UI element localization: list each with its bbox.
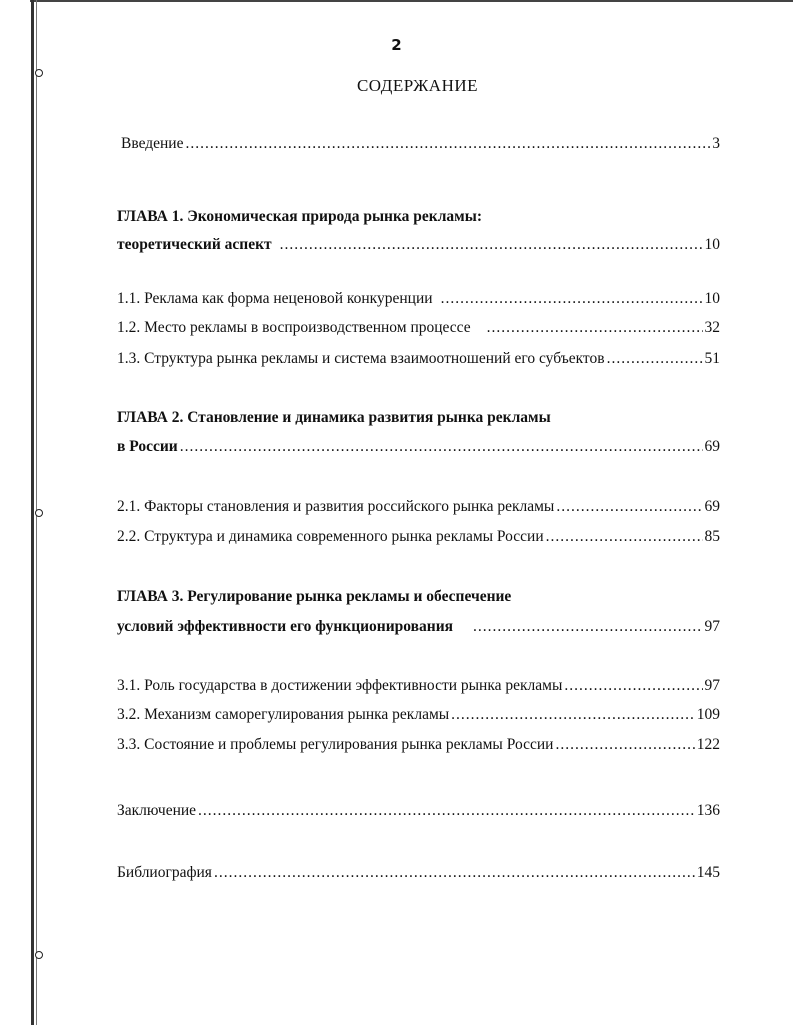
dot-leader: [487, 319, 703, 337]
toc-entry-page: 10: [704, 236, 720, 253]
toc-entry-page: 109: [696, 706, 720, 723]
toc-entry-intro[interactable]: [121, 135, 720, 153]
scan-border-left: [31, 0, 34, 1025]
toc-entry-label: 3.3. Состояние и проблемы регулирования рынка рекламы России: [117, 736, 554, 753]
binding-hole-icon: [35, 951, 43, 959]
toc-entry-chapter-2[interactable]: [117, 438, 720, 456]
binding-hole-icon: [35, 509, 43, 517]
scan-border-top: [30, 0, 793, 2]
toc-entry-3-2[interactable]: [117, 706, 720, 724]
toc-entry-label: теоретический аспект: [117, 236, 272, 253]
toc-entry-bibliography[interactable]: [117, 864, 720, 882]
toc-entry-conclusion[interactable]: [117, 802, 720, 820]
toc-entry-label: Библиография: [117, 864, 212, 881]
dot-leader: [555, 736, 694, 754]
toc-entry-label: в России: [117, 438, 178, 455]
dot-leader: [564, 677, 702, 695]
page-number: 2: [391, 36, 402, 54]
dot-leader: [280, 236, 703, 254]
toc-entry-chapter-1[interactable]: [117, 236, 720, 254]
toc-entry-page: 136: [696, 802, 720, 819]
toc-entry-label: 2.1. Факторы становления и развития российского рынка рекламы: [117, 498, 555, 515]
toc-entry-label: 1.1. Реклама как форма неценовой конкуренции: [117, 290, 433, 307]
dot-leader: [180, 438, 703, 456]
toc-entry-page: 3: [712, 135, 720, 152]
toc-entry-1-1[interactable]: [117, 290, 720, 308]
dot-leader: [441, 290, 703, 308]
dot-leader: [198, 802, 695, 820]
toc-entry-page: 145: [696, 864, 720, 881]
dot-leader: [607, 350, 703, 368]
toc-entry-3-3[interactable]: [117, 736, 720, 754]
toc-entry-chapter-3[interactable]: [117, 618, 720, 636]
toc-entry-page: 122: [696, 736, 720, 753]
dot-leader: [546, 528, 703, 546]
toc-entry-page: 97: [704, 677, 720, 694]
page-title: СОДЕРЖАНИЕ: [356, 76, 479, 95]
toc-entry-label: Заключение: [117, 802, 197, 819]
dot-leader: [556, 498, 702, 516]
toc-entry-label: 1.3. Структура рынка рекламы и система взаимоотношений его субъектов: [117, 350, 605, 367]
dot-leader: [214, 864, 695, 882]
toc-entry-label: условий эффективности его функционирования: [117, 618, 454, 635]
toc-entry-page: 51: [704, 350, 720, 367]
toc-entry-1-2[interactable]: [117, 319, 720, 337]
toc-chapter-2-title: ГЛАВА 2. Становление и динамика развития рынка рекламы: [117, 409, 551, 426]
toc-entry-label: 3.2. Механизм саморегулирования рынка рекламы: [117, 706, 450, 723]
toc-chapter-1-title: ГЛАВА 1. Экономическая природа рынка рекламы:: [117, 208, 482, 225]
toc-entry-label: 3.1. Роль государства в достижении эффективности рынка рекламы: [117, 677, 563, 694]
toc-entry-page: 10: [704, 290, 720, 307]
dot-leader: [451, 706, 695, 724]
toc-entry-page: 85: [704, 528, 720, 545]
toc-entry-label: 2.2. Структура и динамика современного рынка рекламы России: [117, 528, 544, 545]
toc-entry-label: Введение: [121, 135, 184, 152]
toc-entry-1-3[interactable]: [117, 350, 720, 368]
toc-entry-page: 69: [704, 498, 720, 515]
toc-entry-page: 32: [704, 319, 720, 336]
toc-entry-page: 69: [704, 438, 720, 455]
dot-leader: [473, 618, 702, 636]
toc-entry-page: 97: [704, 618, 720, 635]
dot-leader: [185, 135, 710, 153]
toc-entry-label: 1.2. Место рекламы в воспроизводственном процессе: [117, 319, 471, 336]
toc-entry-2-1[interactable]: [117, 498, 720, 516]
toc-chapter-3-title: ГЛАВА 3. Регулирование рынка рекламы и обеспечение: [117, 588, 512, 605]
toc-entry-2-2[interactable]: [117, 528, 720, 546]
toc-entry-3-1[interactable]: [117, 677, 720, 695]
